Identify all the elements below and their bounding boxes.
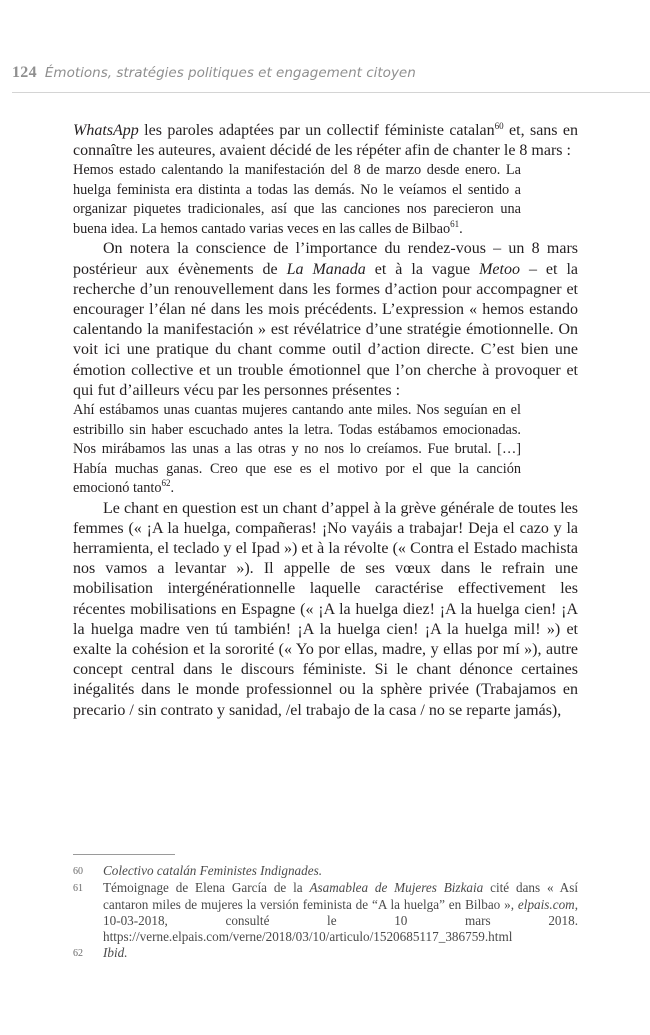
- italic-term: Metoo: [479, 260, 520, 278]
- footnote-61: [73, 880, 578, 945]
- quote-text: Hemos estado calentando la manifestación del 8 de marzo desde enero. La huelga feminista era distinta a todas las demás. No le veíamos el sentido a organizar piquetes tradicionales, así que las canciones nos parecieron una buena idea. La hemos cantado varias veces en las calles de Bilbao: [73, 162, 521, 237]
- paragraph-3: Le chant en question est un chant d’appel à la grève générale de toutes les femmes (« ¡A la huelga, compañeras! ¡No vayáis a trabajar! Deja el cazo y la herramienta, el teclado y el Ipad ») et à la révolte (« Contra el Estado machista nos vamos a levantar »). Il appelle de ses vœux dans le refrain une mobilisation intergénérationnelle laquelle caractérise effectivement les récentes mobilisations en Espagne (« ¡A la huelga diez! ¡A la huelga cien! ¡A la huelga madre ven tú también! ¡A la huelga cien! ¡A la huelga mil! ») et exalte la cohésion et la sororité (« Yo por ellas, madre, y ellas por mí »), autre concept central dans le discours féministe. Si le chant dénonce certaines inégalités dans le monde professionnel ou la sphère privée (Trabajamos en precario / sin contrato y sanidad, /el trabajo de la casa / no se reparte jamás),: [73, 499, 578, 719]
- text-run: – et la recherche d’un renouvellement dans les formes d’action pour accompagner et encourager l’élan né dans les mois précédents. L’expression « hemos estando calentando la manifestación » est révélatrice d’une stratégie émotionnelle. On voit ici une pratique du chant comme outil d’action directe. C’est bien une émotion collective et un trouble émotionnel que l’on cherche à provoquer et qui fut d’ailleurs vécu par les personnes présentes :: [73, 260, 578, 399]
- footnote-ref-61[interactable]: 61: [450, 218, 460, 229]
- text-run: .: [459, 220, 463, 237]
- running-title: Émotions, stratégies politiques et engagement citoyen: [44, 65, 416, 81]
- footnote-number: 62: [73, 948, 83, 960]
- text-run: Témoignage de Elena García de la: [103, 880, 310, 896]
- text-run: et, sans en connaître les auteures, avaient décidé de les répéter afin de chanter le 8 mars :: [73, 122, 579, 160]
- running-header: [12, 64, 650, 93]
- main-text: [73, 121, 578, 721]
- footnote-62: [73, 945, 578, 962]
- page-number: 124: [12, 64, 37, 81]
- italic-term: WhatsApp: [73, 122, 139, 139]
- footnote-number: 60: [73, 866, 83, 877]
- quote-text: Ahí estábamos unas cuantas mujeres cantando ante miles. Nos seguían en el estribillo sin haber escuchado antes la letra. Todas estábamos emocionadas. Nos mirábamos las unas a las otras y no nos lo creíamos. Fue brutal. […] Había muchas ganas. Creo que ese es el motivo por el que la canción emocionó tanto: [73, 402, 521, 497]
- footnotes: [73, 863, 578, 963]
- text-run: .: [170, 480, 175, 497]
- block-quote-1: [73, 161, 521, 239]
- footnote-text: [103, 945, 578, 962]
- text-run: cité dans « Así cantaron miles de mujeres la versión feminista de “A la huelga” en Bilbao »,: [103, 880, 578, 912]
- text-run: et à la vague: [365, 260, 480, 278]
- paragraph-2: [73, 239, 578, 401]
- footnote-link[interactable]: elpais.com: [517, 896, 575, 912]
- block-quote-2: [73, 401, 521, 499]
- footnote-text: [103, 863, 578, 880]
- italic-term: La Manada: [286, 260, 366, 278]
- footnote-italic: Ibid.: [103, 945, 128, 961]
- footnote-ref-60[interactable]: 60: [494, 121, 504, 131]
- footnote-italic: Asamablea de Mujeres Bizkaia: [309, 880, 484, 896]
- footnote-separator: [73, 854, 175, 855]
- paragraph-1: [73, 121, 578, 161]
- footnote-text: [103, 880, 578, 945]
- text-run: , 10-03-2018, consulté le 10 mars 2018. https://verne.elpais.com/verne/2018/03/10/articulo/1520685117_386759.html: [103, 896, 578, 945]
- footnote-number: 61: [73, 883, 83, 895]
- footnote-italic: Colectivo catalán Feministes Indignades.: [103, 863, 323, 878]
- footnote-60: [73, 863, 578, 880]
- text-run: On notera la conscience de l’importance du rendez-vous – un 8 mars postérieur aux évènements de: [73, 240, 578, 278]
- footnote-ref-62[interactable]: 62: [161, 478, 171, 489]
- text-run: les paroles adaptées par un collectif féministe catalan: [138, 122, 495, 139]
